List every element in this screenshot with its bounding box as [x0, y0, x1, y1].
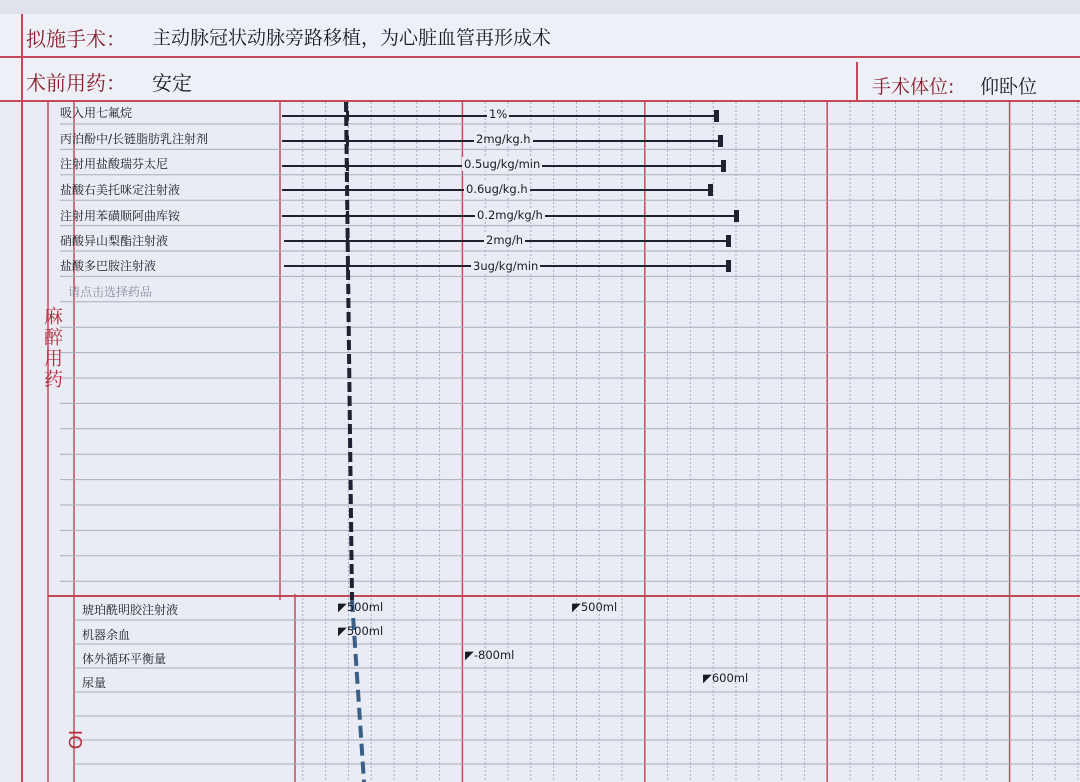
infusion-end-marker[interactable] [718, 135, 723, 147]
premed-value[interactable]: 安定 [152, 71, 192, 95]
infusion-rate[interactable]: 2mg/kg.h [476, 132, 531, 146]
io-value-text: 500ml [580, 600, 618, 614]
io-value-text: 600ml [711, 671, 749, 685]
infusion-end-marker[interactable] [721, 160, 726, 172]
io-value[interactable]: ◤500ml [338, 600, 384, 614]
infusion-rate[interactable]: 3ug/kg/min [473, 259, 539, 273]
infusion-rate[interactable]: 0.6ug/kg.h [466, 182, 528, 196]
anesthesia-section-title [40, 306, 62, 406]
infusion-end-marker[interactable] [714, 110, 719, 122]
drug-name[interactable]: 注射用苯磺顺阿曲库铵 [60, 209, 181, 223]
io-section-title-text: IO [64, 730, 85, 750]
io-value[interactable]: ◤500ml [338, 624, 384, 638]
infusion-start-marker[interactable] [346, 136, 349, 146]
current-time-marker [346, 102, 352, 600]
io-item-name[interactable]: 尿量 [82, 676, 107, 690]
drug-name[interactable]: 吸入用七氟烷 [60, 106, 133, 120]
infusion-start-marker[interactable] [346, 261, 349, 271]
infusion-rate[interactable]: 0.5ug/kg/min [464, 157, 541, 171]
drug-name[interactable]: 丙泊酚中/长链脂肪乳注射剂 [60, 132, 209, 146]
io-value[interactable]: ◤-800ml [465, 648, 515, 662]
anesthesia-section-title-text: 麻醉用药 [41, 306, 63, 390]
infusion-end-marker[interactable] [708, 184, 713, 196]
io-value[interactable]: ◤600ml [703, 671, 749, 685]
drug-name[interactable]: 注射用盐酸瑞芬太尼 [60, 157, 169, 171]
position-label: 手术体位: [872, 76, 955, 98]
drug-name[interactable]: 盐酸多巴胺注射液 [60, 259, 157, 273]
io-item-name[interactable]: 机器余血 [82, 628, 131, 642]
infusion-start-marker[interactable] [346, 185, 349, 195]
io-value[interactable]: ◤500ml [572, 600, 618, 614]
drug-name[interactable]: 盐酸右美托咪定注射液 [60, 183, 181, 197]
infusion-end-marker[interactable] [726, 260, 731, 272]
add-drug-hint[interactable]: 请点击选择药品 [68, 285, 153, 299]
infusion-end-marker[interactable] [726, 235, 731, 247]
infusion-start-marker[interactable] [346, 111, 349, 121]
infusion-rate[interactable]: 2mg/h [486, 233, 523, 247]
io-value-text: 500ml [346, 624, 384, 638]
surgery-value[interactable]: 主动脉冠状动脉旁路移植，为心脏血管再形成术 [152, 27, 552, 49]
infusion-start-marker[interactable] [346, 161, 349, 171]
position-value[interactable]: 仰卧位 [980, 76, 1038, 98]
infusion-rate[interactable]: 0.2mg/kg/h [477, 208, 543, 222]
infusion-end-marker[interactable] [734, 210, 739, 222]
io-value-text: 500ml [346, 600, 384, 614]
infusion-rate[interactable]: 1% [489, 107, 508, 121]
io-item-name[interactable]: 体外循环平衡量 [82, 652, 167, 666]
surgery-label: 拟施手术： [26, 27, 126, 51]
infusion-start-marker[interactable] [346, 211, 349, 221]
io-value-text: -800ml [473, 648, 515, 662]
premed-label: 术前用药： [26, 71, 126, 95]
io-section-title [62, 730, 84, 780]
infusion-start-marker[interactable] [346, 236, 349, 246]
drug-name[interactable]: 硝酸异山梨酯注射液 [60, 234, 169, 248]
io-item-name[interactable]: 琥珀酰明胶注射液 [82, 603, 179, 617]
